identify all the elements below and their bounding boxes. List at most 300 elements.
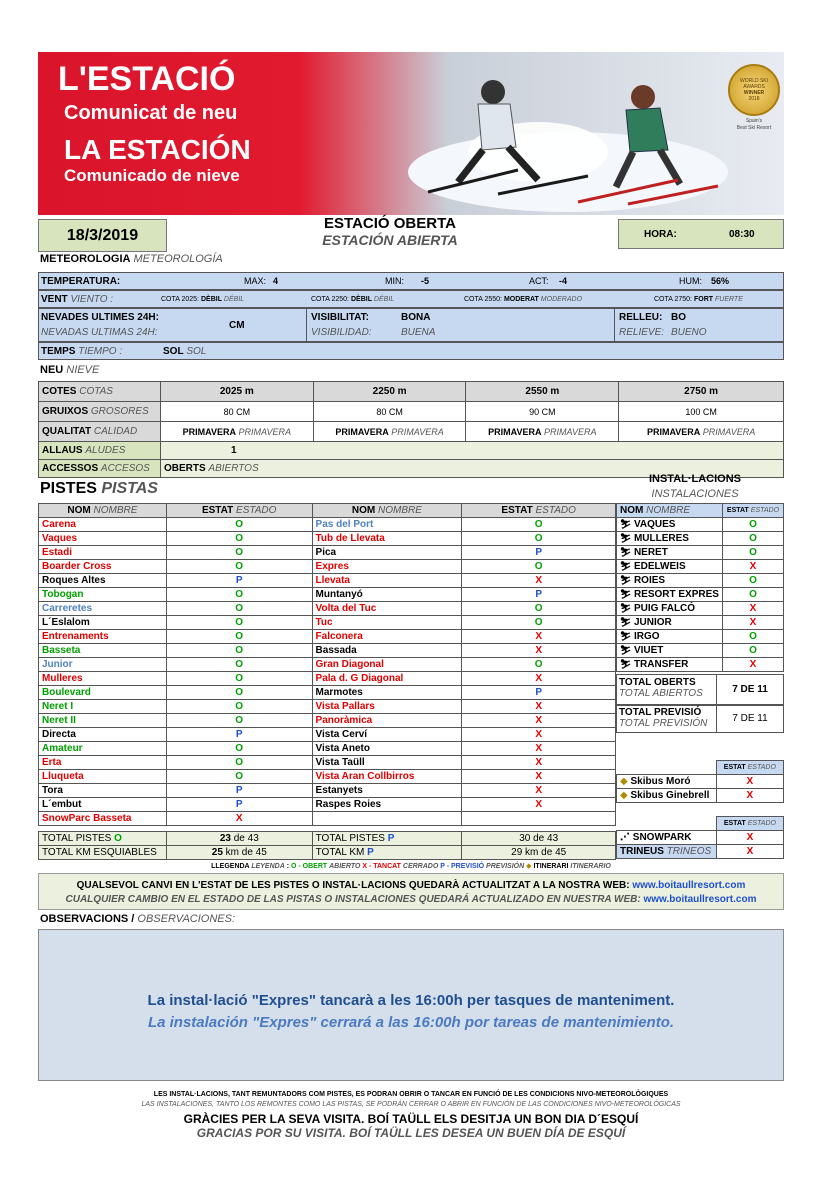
slope-name: Carreretes xyxy=(39,602,167,616)
quality-2750-ca: PRIMAVERA xyxy=(646,426,701,437)
lifts-heading-ca: INSTAL·LACIONS xyxy=(648,473,742,485)
lift-name xyxy=(617,658,723,672)
visibility-value-es: BUENA xyxy=(401,327,436,338)
legend-itin-ca: ITINERARI xyxy=(533,863,569,870)
skibus-moro xyxy=(617,775,717,789)
footer xyxy=(38,1091,784,1140)
skibus-col-state-es: ESTADO xyxy=(747,764,776,771)
slope-row xyxy=(39,532,616,546)
relief-label-es: RELIEVE: xyxy=(619,327,665,338)
thickness-2550: 90 CM xyxy=(466,402,619,422)
slope-row xyxy=(39,588,616,602)
totals-row-1 xyxy=(39,832,616,846)
skibus-ginebrell-name: Skibus Ginebrell xyxy=(630,790,710,801)
visibility-label-es: VISIBILIDAD: xyxy=(311,327,372,338)
lift-state: X xyxy=(722,616,783,630)
slope-state: O xyxy=(166,588,312,602)
visibility-value-ca: BONA xyxy=(401,312,431,323)
slope-state: O xyxy=(166,616,312,630)
slope-name: Mulleres xyxy=(39,672,167,686)
observations-text-ca: La instal·lació "Expres" tancarà a les 16:00h per tasques de manteniment. xyxy=(147,992,675,1009)
slope-row xyxy=(39,560,616,574)
snow24-label-es: NEVADAS ULTIMAS 24H: xyxy=(41,327,158,338)
lift-icon: ⛷ xyxy=(620,645,634,655)
legend-itin-es: ITINERARIO xyxy=(570,863,611,870)
lift-name xyxy=(617,602,723,616)
slope-state: O xyxy=(166,560,312,574)
lifts-heading-es: INSTALACIONES xyxy=(651,488,739,500)
slope-name: Vista Aneto xyxy=(312,742,462,756)
notice-ca-url[interactable]: www.boitaullresort.com xyxy=(632,880,746,891)
lift-name-text: RESORT EXPRES xyxy=(633,589,719,600)
lift-row xyxy=(617,532,784,546)
lift-state: O xyxy=(722,574,783,588)
lift-row xyxy=(617,602,784,616)
slope-row xyxy=(39,644,616,658)
access-label-ca: ACCESSOS xyxy=(42,463,99,474)
weather-value xyxy=(163,343,206,359)
slope-name: Bassada xyxy=(312,644,462,658)
lift-state: O xyxy=(722,518,783,532)
slope-name: Erta xyxy=(39,756,167,770)
trineus xyxy=(617,845,717,859)
lift-name-text: TRANSFER xyxy=(633,659,689,670)
trineus-row xyxy=(617,845,784,859)
snow24-cell xyxy=(39,309,307,341)
snow-heading-ca: NEU xyxy=(40,364,64,376)
slope-row xyxy=(39,546,616,560)
slope-row xyxy=(39,658,616,672)
cota-2750: 2750 m xyxy=(619,382,784,402)
snow-heading-es: NIEVE xyxy=(66,364,100,376)
total-pistes-o-label xyxy=(39,832,167,846)
lift-row xyxy=(617,658,784,672)
slope-row xyxy=(39,742,616,756)
award-text-1: WORLD SKI AWARDS xyxy=(739,78,769,90)
slope-name: Volta del Tuc xyxy=(312,602,462,616)
legend-x-es: CERRADO xyxy=(402,863,439,870)
quality-2550-es: PRIMAVERA xyxy=(544,426,597,437)
lift-name-text: EDELWEIS xyxy=(633,561,686,572)
cota-2025: 2025 m xyxy=(160,382,313,402)
lift-icon: ⛷ xyxy=(620,603,634,613)
snowpark-icon: ⋰ xyxy=(620,832,630,843)
slopes-col-name-es: NOMBRE xyxy=(93,505,138,516)
snowpark-name: SNOWPARK xyxy=(632,832,692,843)
slope-row xyxy=(39,518,616,532)
quality-2025 xyxy=(160,422,313,442)
access-value-es: ABIERTOS xyxy=(208,463,259,474)
slope-state: O xyxy=(166,686,312,700)
slope-state: P xyxy=(166,728,312,742)
lifts-table xyxy=(616,503,784,672)
slope-name: Tuc xyxy=(312,616,462,630)
slope-state: X xyxy=(166,812,312,826)
lifts-heading xyxy=(620,472,770,502)
cota-2250: 2250 m xyxy=(313,382,466,402)
legend-o-es: ABIERTO xyxy=(329,863,361,870)
skibus-header-row xyxy=(617,761,784,775)
total-pistes-p-label xyxy=(312,832,462,846)
lifts-col-name xyxy=(617,504,723,518)
slope-state: O xyxy=(166,644,312,658)
skibus-col-state-ca: ESTAT xyxy=(723,764,746,771)
wind-2550-es: MODERADO xyxy=(540,295,583,303)
slope-state: P xyxy=(462,588,616,602)
cotes-label-ca: COTES xyxy=(42,386,77,397)
quality-row xyxy=(39,422,784,442)
total-open-labels xyxy=(617,675,717,704)
slope-name: Llevata xyxy=(312,574,462,588)
lift-icon: ⛷ xyxy=(620,631,634,641)
wind-label xyxy=(41,291,113,307)
total-km-p-label xyxy=(312,846,462,860)
slopes-col-name-ca: NOM xyxy=(67,505,91,516)
slope-name: Carena xyxy=(39,518,167,532)
award-badge xyxy=(728,64,780,116)
wind-2550-cota: COTA 2550: xyxy=(464,295,503,303)
lift-state: O xyxy=(722,588,783,602)
slope-state: X xyxy=(462,756,616,770)
slope-name: Neret I xyxy=(39,700,167,714)
lift-row xyxy=(617,644,784,658)
slope-name: Vista Aran Collbirros xyxy=(312,770,462,784)
slope-state: O xyxy=(166,714,312,728)
slope-name: Pica xyxy=(312,546,462,560)
slope-name: Falconera xyxy=(312,630,462,644)
banner-title-ca: L'ESTACIÓ xyxy=(58,60,236,98)
cotes-label-es: COTAS xyxy=(79,386,113,397)
skibus-table xyxy=(616,760,784,803)
lift-name-text: ROIES xyxy=(633,575,666,586)
banner-title-es: LA ESTACIÓN xyxy=(64,134,251,165)
slope-state: X xyxy=(462,770,616,784)
wind-2250-es: DÉBIL xyxy=(373,295,395,303)
snowpark-table xyxy=(616,816,784,859)
legend: LLEGENDA LEYENDA : O - OBERT ABIERTO X - TANCAT CERRADO P - PREVISIÓ PREVISIÓN ◆ ITINERARI ITINERARIO xyxy=(211,863,611,870)
totals-row-2 xyxy=(39,846,616,860)
total-forecast-box xyxy=(616,705,784,733)
cota-2550: 2550 m xyxy=(466,382,619,402)
quality-2750-es: PRIMAVERA xyxy=(702,426,756,437)
slope-name: Estanyets xyxy=(312,784,462,798)
snowpark-col-state xyxy=(716,817,783,831)
lift-name xyxy=(617,644,723,658)
slopes-heading xyxy=(40,480,158,498)
slope-name: Lluqueta xyxy=(39,770,167,784)
lift-name xyxy=(617,532,723,546)
lift-row xyxy=(617,574,784,588)
snowpark-header-row xyxy=(617,817,784,831)
slope-state: X xyxy=(462,700,616,714)
wind-2250 xyxy=(311,291,394,307)
lift-icon: ⛷ xyxy=(620,561,634,571)
observations-heading xyxy=(40,913,235,925)
thickness-label xyxy=(39,402,161,422)
slope-row xyxy=(39,812,616,826)
slope-state: X xyxy=(462,714,616,728)
lifts-header-row xyxy=(617,504,784,518)
slope-name: Vista Pallars xyxy=(312,700,462,714)
slopes-col-state-2-ca: ESTAT xyxy=(501,505,533,516)
footer-thanks-es: GRACIAS POR SU VISITA. BOÍ TAÜLL LES DESEA UN BUEN DÍA DE ESQUÍ xyxy=(196,1126,626,1140)
notice-ca-text: QUALSEVOL CANVI EN L'ESTAT DE LES PISTES O INSTAL·LACIONS QUEDARÀ ACTUALITZAT A LA NOSTRA WEB: xyxy=(76,880,630,891)
lift-icon: ⛷ xyxy=(620,575,634,585)
wind-2550 xyxy=(464,291,582,307)
weather-label xyxy=(41,343,122,359)
lifts-col-state xyxy=(722,504,783,518)
snowpark-col-state-ca: ESTAT xyxy=(723,820,746,827)
total-km-number: 25 xyxy=(211,847,223,858)
slope-state: O xyxy=(166,546,312,560)
wind-2750-cota: COTA 2750: xyxy=(654,295,693,303)
slope-name: SnowParc Basseta xyxy=(39,812,167,826)
slope-state: O xyxy=(462,658,616,672)
skibus-header-spacer xyxy=(617,761,717,775)
total-open-box xyxy=(616,674,784,705)
trineus-ca: TRINEUS xyxy=(620,846,664,857)
total-pistes-o-value xyxy=(166,832,312,846)
quality-2550 xyxy=(466,422,619,442)
total-pistes-p-text: TOTAL PISTES xyxy=(315,833,385,844)
total-km-p-text: TOTAL KM xyxy=(315,847,365,858)
quality-2025-ca: PRIMAVERA xyxy=(182,426,236,437)
slopes-col-state-es: ESTADO xyxy=(236,505,277,516)
status-ca: ESTACIÓ OBERTA xyxy=(324,215,456,232)
lift-name xyxy=(617,518,723,532)
slope-name: Amateur xyxy=(39,742,167,756)
slope-state: O xyxy=(166,630,312,644)
quality-2250-ca: PRIMAVERA xyxy=(335,426,389,437)
lift-row xyxy=(617,616,784,630)
meteo-heading xyxy=(40,253,223,265)
thickness-row xyxy=(39,402,784,422)
trineus-es: TRINEOS xyxy=(666,846,712,857)
hum-value: 56% xyxy=(711,276,730,286)
relief-value-es: BUENO xyxy=(671,327,707,338)
wind-2750-ca: FORT xyxy=(693,295,714,303)
slope-name: Boulevard xyxy=(39,686,167,700)
total-forecast-es: TOTAL PREVISIÓN xyxy=(619,718,708,729)
hum-label: HUM: xyxy=(679,276,702,286)
slope-name: Roques Altes xyxy=(39,574,167,588)
lifts-col-name-ca: NOM xyxy=(620,505,644,516)
itinerary-icon: ◆ xyxy=(620,790,628,801)
lift-icon: ⛷ xyxy=(620,617,634,627)
avalanche-row xyxy=(39,442,784,460)
snow24-value: CM xyxy=(229,320,245,331)
skibus-ginebrell xyxy=(617,789,717,803)
lift-row xyxy=(617,588,784,602)
slopes-table xyxy=(38,503,616,826)
total-km-label: TOTAL KM ESQUIABLES xyxy=(39,846,167,860)
quality-2250 xyxy=(313,422,466,442)
slope-state: P xyxy=(166,798,312,812)
slope-state: O xyxy=(462,602,616,616)
lift-name-text: VIUET xyxy=(633,645,664,656)
lift-state: O xyxy=(722,630,783,644)
slopes-header-row xyxy=(39,504,616,518)
lift-state: X xyxy=(722,560,783,574)
lift-name xyxy=(617,546,723,560)
slope-state: P xyxy=(462,686,616,700)
weather-label-es: TIEMPO : xyxy=(78,345,123,357)
slopes-heading-es: PISTAS xyxy=(101,480,158,497)
temperature-row xyxy=(38,272,784,290)
lift-name-text: JUNIOR xyxy=(633,617,672,628)
slope-name xyxy=(312,812,462,826)
total-open-ca: TOTAL OBERTS xyxy=(619,677,696,688)
lift-state: O xyxy=(722,546,783,560)
slope-name: Vista Cerví xyxy=(312,728,462,742)
slope-name: Tora xyxy=(39,784,167,798)
lift-name xyxy=(617,560,723,574)
slopes-col-name xyxy=(39,504,167,518)
lift-name xyxy=(617,588,723,602)
snow24-label-ca: NEVADES ULTIMES 24H: xyxy=(41,312,159,323)
slope-state: X xyxy=(462,672,616,686)
slope-name: Vaques xyxy=(39,532,167,546)
snow-table xyxy=(38,381,784,478)
slope-row xyxy=(39,672,616,686)
slopes-col-name-2-es: NOMBRE xyxy=(378,505,422,516)
banner-subtitle-ca: Comunicat de neu xyxy=(64,102,238,124)
snowpark xyxy=(617,831,717,845)
slope-row xyxy=(39,756,616,770)
avalanche-value-text: 1 xyxy=(230,445,237,456)
lift-name xyxy=(617,574,723,588)
slope-row xyxy=(39,630,616,644)
avalanche-label-es: ALUDES xyxy=(85,445,126,456)
banner xyxy=(38,52,784,215)
wind-2750-es: FUERTE xyxy=(714,295,743,303)
slope-state: O xyxy=(166,770,312,784)
legend-x-ca: X - TANCAT xyxy=(362,863,401,870)
wind-row xyxy=(38,290,784,308)
total-forecast-value: 7 DE 11 xyxy=(732,713,768,724)
slope-row xyxy=(39,686,616,700)
slope-row xyxy=(39,784,616,798)
lift-icon: ⛷ xyxy=(620,589,634,599)
legend-p-ca: P - PREVISIÓ xyxy=(440,863,485,870)
quality-label-es: CALIDAD xyxy=(93,426,138,437)
slope-name: Marmotes xyxy=(312,686,462,700)
total-km-value xyxy=(166,846,312,860)
skiers-photo xyxy=(398,52,728,215)
slopes-col-name-2-ca: NOM xyxy=(351,505,376,516)
slope-name: Panoràmica xyxy=(312,714,462,728)
thickness-label-es: GROSORES xyxy=(90,406,149,417)
slope-state: P xyxy=(462,546,616,560)
lift-state: X xyxy=(722,602,783,616)
lift-row xyxy=(617,630,784,644)
wind-2250-cota: COTA 2250: xyxy=(311,295,350,303)
slopes-heading-ca: PISTES xyxy=(40,480,97,497)
quality-2025-es: PRIMAVERA xyxy=(238,426,292,437)
total-km-p-letter: P xyxy=(367,847,374,858)
slope-name: Junior xyxy=(39,658,167,672)
slope-name: Expres xyxy=(312,560,462,574)
slopes-col-state-ca: ESTAT xyxy=(201,505,234,516)
slope-state: X xyxy=(462,644,616,658)
snowpark-row xyxy=(617,831,784,845)
slope-name: Neret II xyxy=(39,714,167,728)
notice-es xyxy=(39,893,783,907)
visibility-label-ca: VISIBILITAT: xyxy=(311,312,369,323)
slope-row xyxy=(39,700,616,714)
observations-text-es: La instalación "Expres" cerrará a las 16:00h por tareas de mantenimiento. xyxy=(147,1014,675,1031)
slope-name: Boarder Cross xyxy=(39,560,167,574)
weather-value-es: SOL xyxy=(186,345,207,357)
skibus-moro-name: Skibus Moró xyxy=(630,776,691,787)
slope-state: X xyxy=(462,742,616,756)
cotes-row xyxy=(39,382,784,402)
quality-2250-es: PRIMAVERA xyxy=(391,426,444,437)
observations-box xyxy=(38,929,784,1081)
legend-p-es: PREVISIÓN xyxy=(486,863,525,870)
itinerary-legend-icon: ◆ xyxy=(526,863,532,870)
slopes-col-state-2-es: ESTADO xyxy=(535,505,576,516)
slope-name: Muntanyó xyxy=(312,588,462,602)
lift-icon: ⛷ xyxy=(620,533,634,543)
wind-2025-ca: DÈBIL xyxy=(200,295,222,303)
total-pistes-o-of: de 43 xyxy=(233,833,259,844)
lift-name xyxy=(617,616,723,630)
skibus-row-ginebrell xyxy=(617,789,784,803)
report-date: 18/3/2019 xyxy=(66,226,139,244)
slope-name: Gran Diagonal xyxy=(312,658,462,672)
lift-icon: ⛷ xyxy=(620,659,634,669)
slope-state: X xyxy=(462,574,616,588)
thickness-2250: 80 CM xyxy=(313,402,466,422)
total-pistes-o-number: 23 xyxy=(219,833,231,844)
quality-label-ca: QUALITAT xyxy=(42,426,92,437)
slope-row xyxy=(39,574,616,588)
notice-es-url[interactable]: www.boitaullresort.com xyxy=(643,894,757,905)
lift-state: O xyxy=(722,532,783,546)
slope-state xyxy=(462,812,616,826)
avalanche-label xyxy=(39,442,161,460)
quality-label xyxy=(39,422,161,442)
legend-label-ca: LLEGENDA xyxy=(211,863,250,870)
slope-name: Pala d. G Diagonal xyxy=(312,672,462,686)
legend-label-es: LEYENDA xyxy=(251,863,285,870)
snowpark-header-spacer xyxy=(617,817,717,831)
award-caption-1: Spain's xyxy=(745,118,763,124)
slope-state: O xyxy=(166,756,312,770)
slope-state: X xyxy=(462,798,616,812)
totals-table xyxy=(38,831,616,860)
wind-2550-ca: MODERAT xyxy=(503,295,539,303)
lift-name-text: IRGO xyxy=(633,631,660,642)
total-km-of: km de 45 xyxy=(225,847,267,858)
notice-ca xyxy=(39,879,783,893)
quality-2550-ca: PRIMAVERA xyxy=(488,426,542,437)
footer-line1-es: LAS INSTALACIONES, TANTO LOS REMONTES COMO LAS PISTAS, SE PODRÁN CERRAR O ABRIR EN FUNCIÓN DE LAS CONDICIONES NIVO-METEOROLÓGICAS xyxy=(141,1101,681,1108)
lift-icon: ⛷ xyxy=(620,519,634,529)
quality-2750 xyxy=(619,422,784,442)
total-pistes-p-letter: P xyxy=(387,833,395,844)
thickness-label-ca: GRUIXOS xyxy=(42,406,89,417)
max-value: 4 xyxy=(273,276,279,286)
award-caption-2: Best Ski Resort xyxy=(736,125,772,131)
slope-name: Raspes Roies xyxy=(312,798,462,812)
weather-value-ca: SOL xyxy=(163,345,184,357)
wind-label-es: VIENTO : xyxy=(70,293,114,305)
slope-state: O xyxy=(462,532,616,546)
slope-name: Vista Taüll xyxy=(312,756,462,770)
visibility-cell xyxy=(307,309,615,341)
